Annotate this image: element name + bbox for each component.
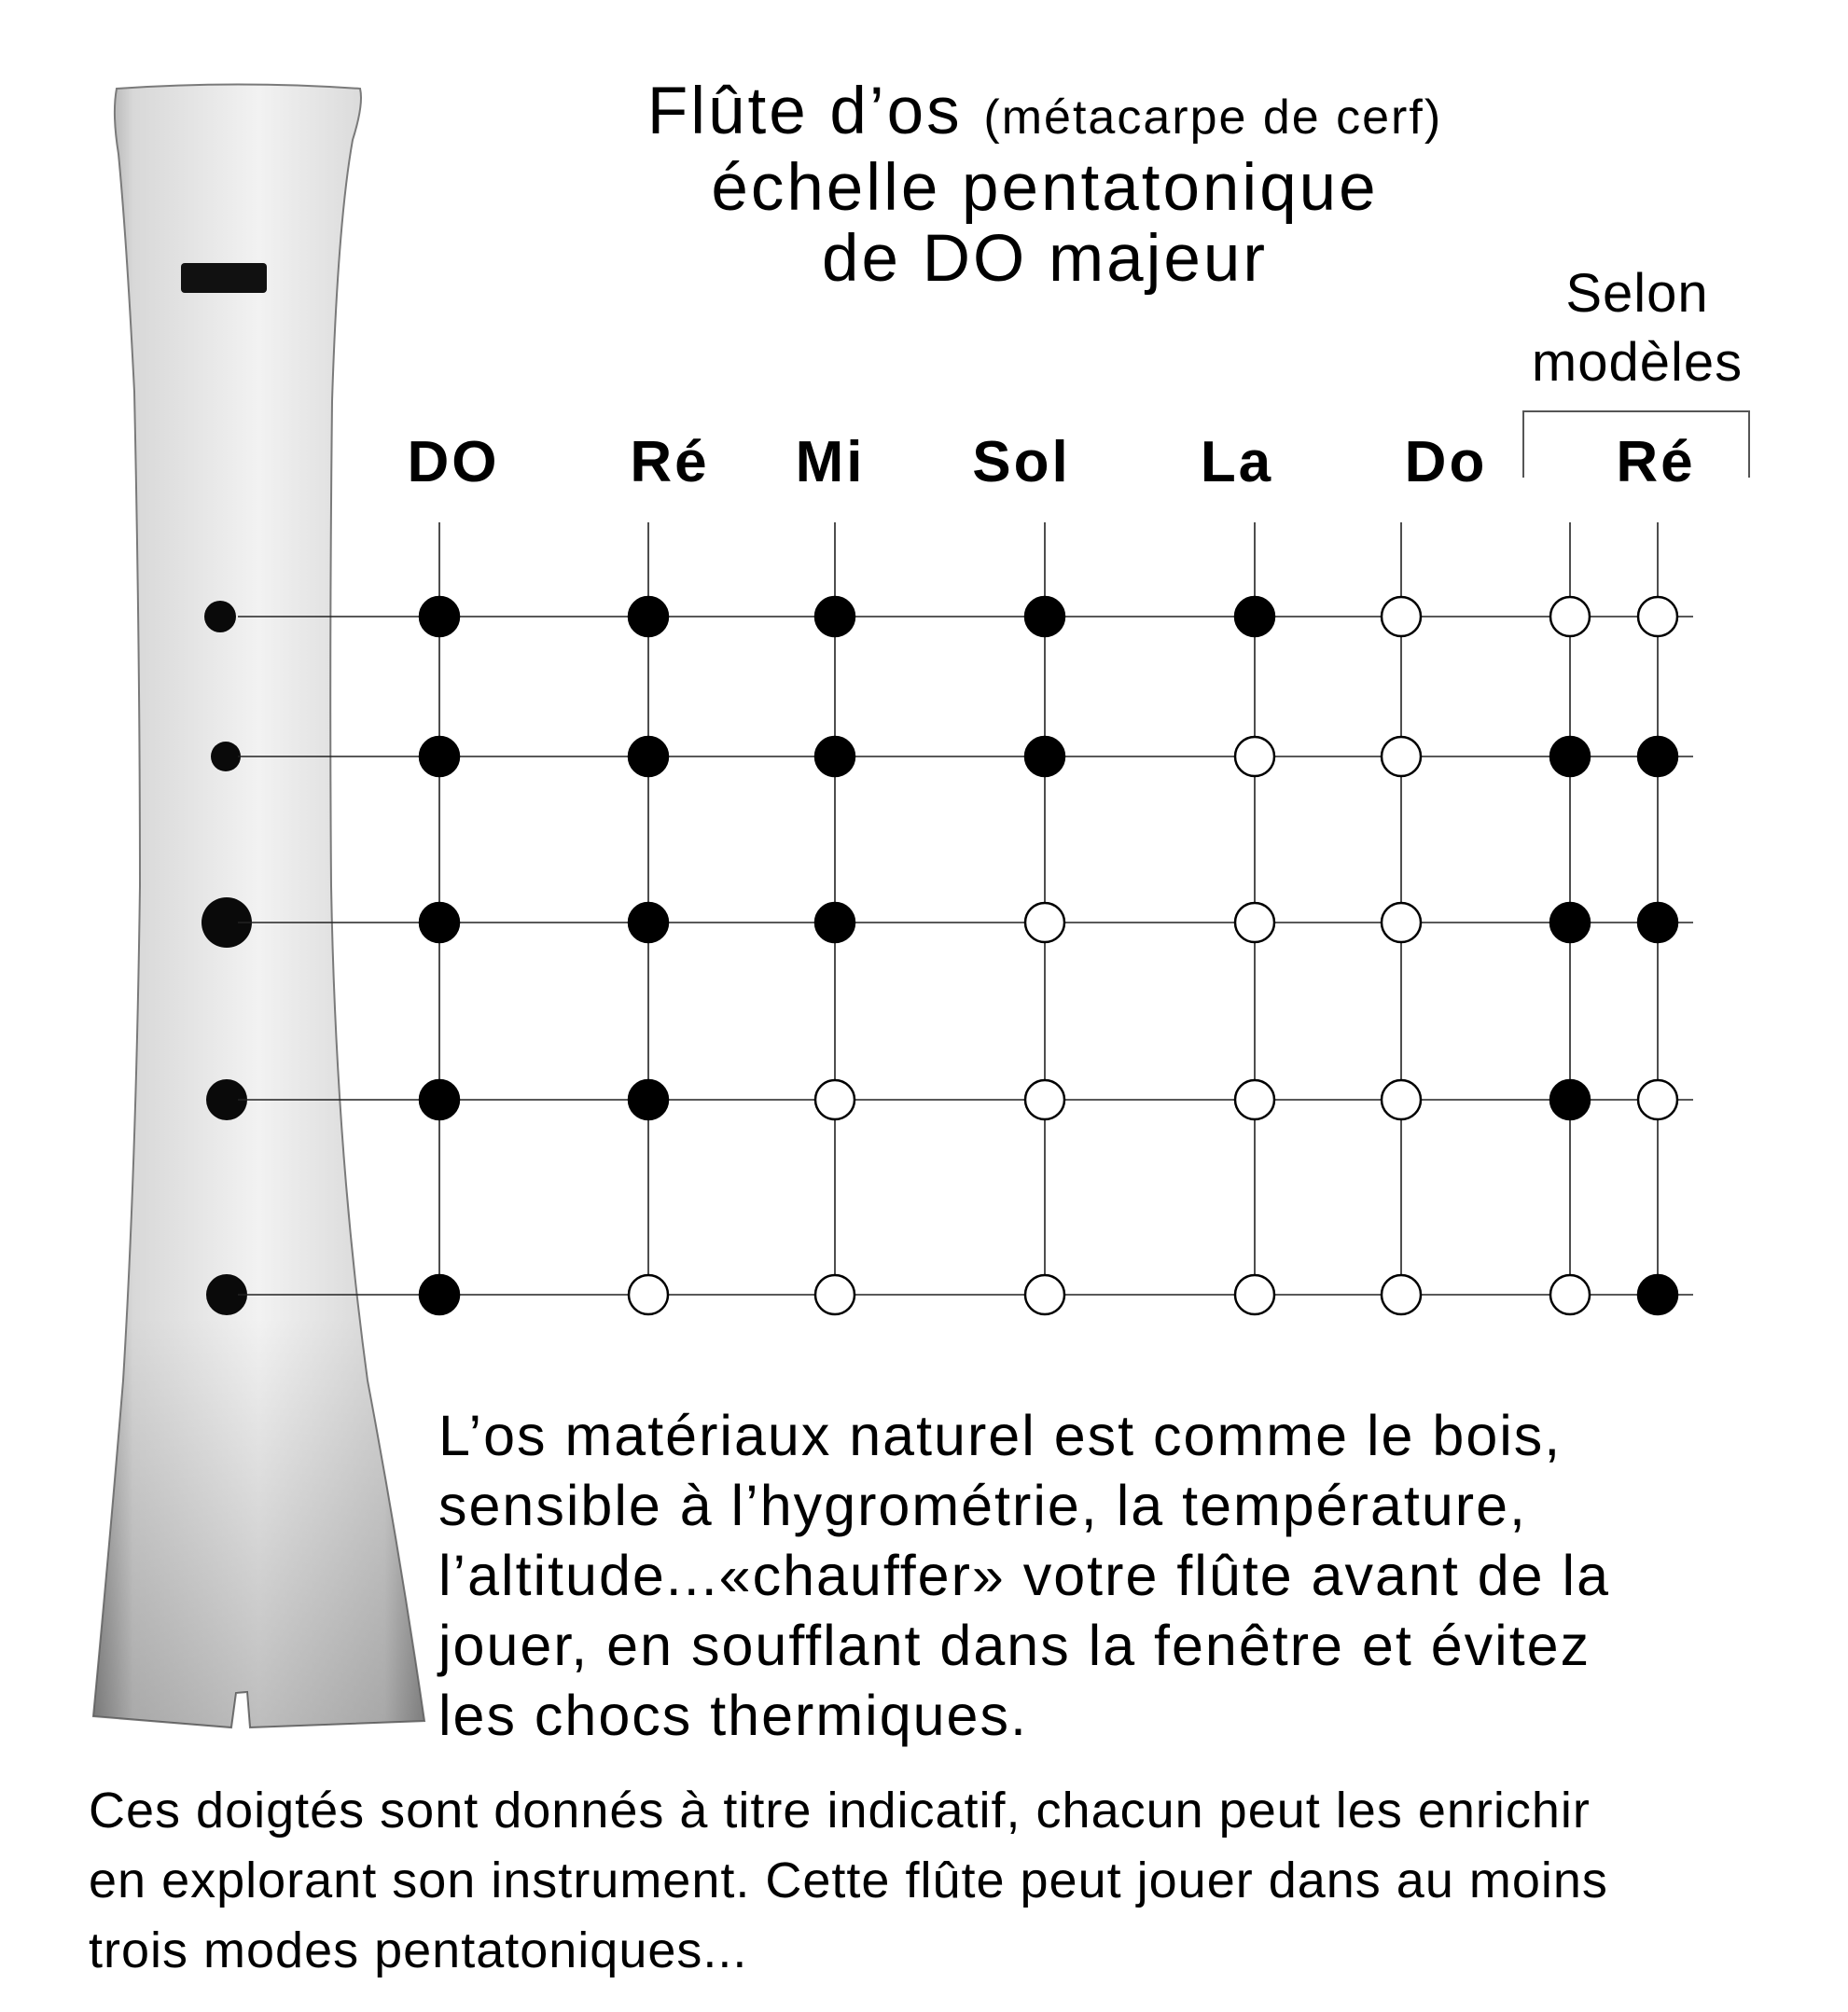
closed-hole-marker	[420, 1080, 459, 1119]
closed-hole-marker	[629, 1080, 668, 1119]
bone-flute-illustration	[93, 85, 424, 1728]
closed-hole-marker	[1235, 597, 1274, 636]
closed-hole-marker	[1025, 737, 1064, 776]
footer-note	[89, 1776, 1824, 1986]
care-paragraph	[438, 1401, 1771, 1751]
open-hole-marker	[1382, 1275, 1421, 1314]
care-paragraph-line: sensible à l’hygrométrie, la température,	[438, 1474, 1527, 1537]
closed-hole-marker	[1550, 903, 1590, 942]
footer-line: en explorant son instrument. Cette flûte peut jouer dans au moins	[89, 1852, 1608, 1908]
title-subtitle: (métacarpe de cerf)	[983, 90, 1443, 145]
finger-hole	[211, 742, 241, 771]
closed-hole-marker	[1638, 1275, 1677, 1314]
open-hole-marker	[1235, 737, 1274, 776]
open-hole-marker	[1025, 1080, 1064, 1119]
finger-hole	[204, 601, 236, 632]
open-hole-marker	[1382, 903, 1421, 942]
care-paragraph-line: l’altitude...«chauffer» votre flûte avant de la	[438, 1544, 1611, 1607]
closed-hole-marker	[1638, 903, 1677, 942]
closed-hole-marker	[629, 737, 668, 776]
care-paragraph-line: les chocs thermiques.	[438, 1684, 1028, 1747]
closed-hole-marker	[420, 737, 459, 776]
note-label-do-high: Do	[1404, 430, 1488, 494]
open-hole-marker	[1382, 1080, 1421, 1119]
title-main: Flûte d’os	[646, 75, 963, 148]
variant-label-line-1: Selon	[1565, 263, 1709, 324]
closed-hole-marker	[420, 1275, 459, 1314]
open-hole-marker	[1235, 903, 1274, 942]
open-hole-marker	[1638, 1080, 1677, 1119]
closed-hole-marker	[1638, 737, 1677, 776]
closed-hole-marker	[1550, 1080, 1590, 1119]
closed-hole-marker	[420, 597, 459, 636]
footer-line: trois modes pentatoniques...	[89, 1922, 748, 1978]
open-hole-marker	[1638, 597, 1677, 636]
note-label-la: La	[1200, 430, 1274, 494]
closed-hole-marker	[629, 597, 668, 636]
open-hole-marker	[1382, 597, 1421, 636]
open-hole-marker	[815, 1080, 855, 1119]
open-hole-marker	[1235, 1080, 1274, 1119]
open-hole-marker	[1025, 903, 1064, 942]
variant-label	[1483, 259, 1791, 397]
open-hole-marker	[629, 1275, 668, 1314]
open-hole-marker	[1382, 737, 1421, 776]
closed-hole-marker	[815, 737, 855, 776]
title-line-3: de DO majeur	[822, 222, 1268, 296]
footer-line: Ces doigtés sont donnés à titre indicatif, chacun peut les enrichir	[89, 1783, 1591, 1839]
variant-label-line-2: modèles	[1531, 332, 1744, 393]
window-slot	[181, 263, 267, 293]
open-hole-marker	[815, 1275, 855, 1314]
care-paragraph-line: jouer, en soufflant dans la fenêtre et évitez	[438, 1614, 1591, 1677]
closed-hole-marker	[815, 903, 855, 942]
open-hole-marker	[1550, 597, 1590, 636]
care-paragraph-line: L’os matériaux naturel est comme le bois,	[438, 1404, 1563, 1467]
title-line-1	[541, 76, 1549, 153]
open-hole-marker	[1025, 1275, 1064, 1314]
open-hole-marker	[1550, 1275, 1590, 1314]
closed-hole-marker	[1025, 597, 1064, 636]
chart-title	[541, 76, 1549, 295]
open-hole-marker	[1235, 1275, 1274, 1314]
closed-hole-marker	[815, 597, 855, 636]
note-label-re-high: Ré	[1616, 430, 1696, 494]
note-label-do: DO	[407, 430, 500, 494]
note-label-sol: Sol	[972, 430, 1071, 494]
closed-hole-marker	[420, 903, 459, 942]
note-label-mi: Mi	[795, 430, 866, 494]
closed-hole-marker	[1550, 737, 1590, 776]
note-label-re: Ré	[630, 430, 710, 494]
closed-hole-marker	[629, 903, 668, 942]
title-line-2: échelle pentatonique	[711, 151, 1379, 225]
fingering-grid	[238, 522, 1693, 1314]
